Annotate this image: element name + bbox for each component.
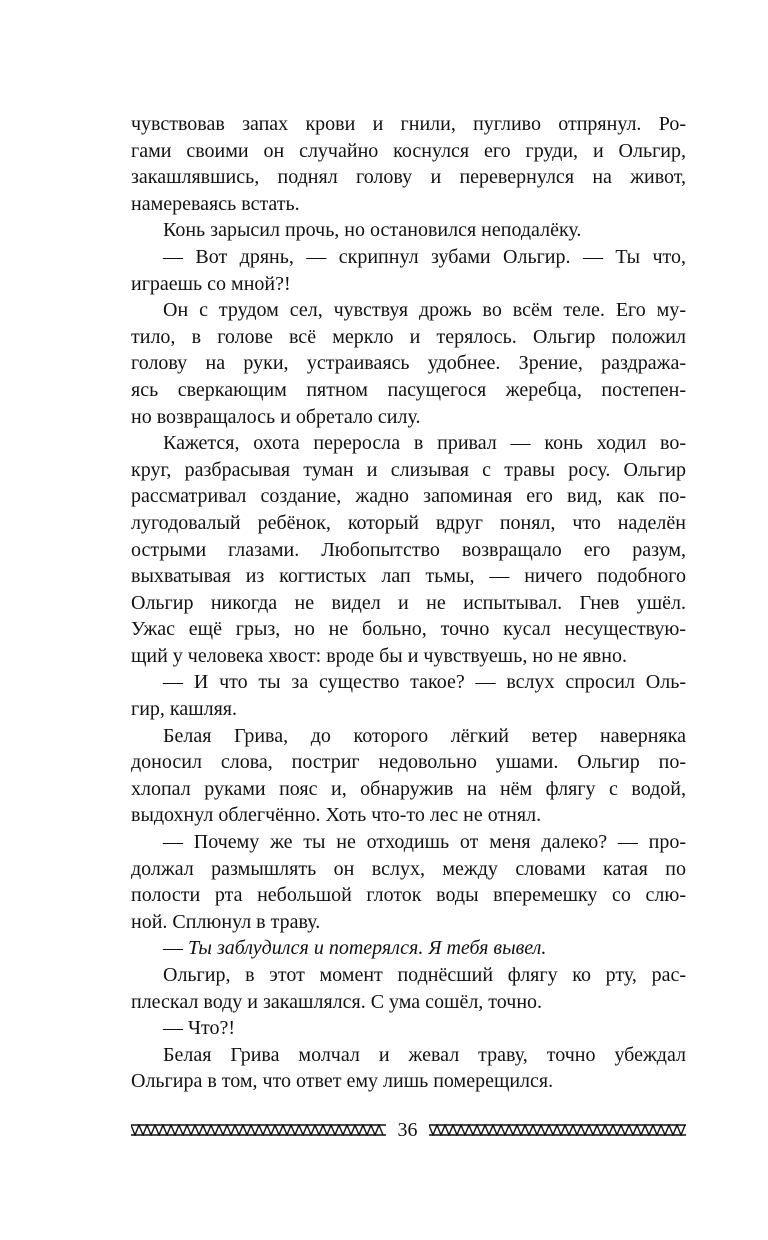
text-line: играешь со мной?! xyxy=(131,272,291,295)
text-line: Он с трудом сел, чувствуя дрожь во всём теле. Его му- xyxy=(163,299,686,322)
text-line: гир, кашляя. xyxy=(131,698,237,721)
text-line: Ужас ещё грыз, но не больно, точно кусал несуществую- xyxy=(131,618,686,641)
text-line: Ольгир, в этот момент поднёсший флягу ко рту, рас- xyxy=(163,964,686,986)
text-line: щий у человека хвост: вроде бы и чувствуешь, но не явно. xyxy=(131,644,627,667)
italic-speech: Ты заблудился и потерялся. Я тебя вывел. xyxy=(188,937,547,960)
text-line: закашлявшись, поднял голову и перевернулся на живот, xyxy=(131,166,686,189)
right-ornament-border xyxy=(429,1124,686,1136)
text-line: плескал воду и закашлялся. С ума сошёл, точно. xyxy=(131,990,543,1013)
text-line: гами своими он случайно коснулся его груди, и Ольгир, xyxy=(131,139,686,162)
text-line: — Почему же ты не отходишь от меня далеко? — про- xyxy=(163,831,686,854)
left-ornament-border xyxy=(131,1124,386,1136)
text-line: но возвращалось и обретало силу. xyxy=(131,405,421,428)
text-line: рассматривал создание, жадно запоминая его вид, как по- xyxy=(131,485,686,508)
text-line: Ольгир никогда не видел и не испытывал. Гнев ушёл. xyxy=(131,591,686,614)
text-line: — Что?! xyxy=(163,1017,236,1040)
text-line: хлопал руками пояс и, обнаружив на нём флягу с водой, xyxy=(131,777,686,800)
text-line: выхватывая из когтистых лап тьмы, — ничего подобного xyxy=(131,565,686,588)
text-line: Кажется, охота переросла в привал — конь ходил во- xyxy=(163,432,686,455)
page-footer xyxy=(131,1117,686,1143)
dialogue-dash: — xyxy=(163,937,188,960)
text-line: намереваясь встать. xyxy=(131,192,300,215)
text-line: — Вот дрянь, — скрипнул зубами Ольгир. — Ты что, xyxy=(163,245,686,268)
text-line: доносил слова, постриг недовольно ушами. Ольгир по- xyxy=(131,751,686,774)
text-line: Ольгира в том, что ответ ему лишь померещился. xyxy=(131,1070,554,1093)
text-line: чувствовав запах крови и гнили, пугливо отпрянул. Ро- xyxy=(131,113,686,135)
text-line: голову на руки, устраиваясь удобнее. Зрение, раздража- xyxy=(131,352,686,375)
text-line: Белая Грива, до которого лёгкий ветер наверняка xyxy=(163,724,686,747)
text-line: Конь зарысил прочь, но остановился неподалёку. xyxy=(163,219,582,242)
text-line: круг, разбрасывая туман и слизывая с травы росу. Ольгир xyxy=(131,458,686,481)
page-body xyxy=(131,111,686,1095)
text-line: ной. Сплюнул в траву. xyxy=(131,910,321,933)
text-line: Белая Грива молчал и жевал траву, точно убеждал xyxy=(163,1043,686,1066)
text-line: — И что ты за существо такое? — вслух спросил Оль- xyxy=(163,671,686,694)
text-line: ясь сверкающим пятном пасущегося жеребца, постепен- xyxy=(131,378,686,401)
text-line: полости рта небольшой глоток воды вперемешку со слю- xyxy=(131,884,686,907)
text-line: должал размышлять он вслух, между словами катая по xyxy=(131,857,686,880)
page-number: 36 xyxy=(397,1119,418,1141)
text-line: острыми глазами. Любопытство возвращало его разум, xyxy=(131,538,686,561)
text-line xyxy=(131,935,686,962)
text-line: лугодовалый ребёнок, который вдруг понял, что наделён xyxy=(131,511,686,534)
text-line: тило, в голове всё меркло и терялось. Ольгир положил xyxy=(131,325,686,348)
text-line: выдохнул облегчённо. Хоть что-то лес не отнял. xyxy=(131,804,542,827)
